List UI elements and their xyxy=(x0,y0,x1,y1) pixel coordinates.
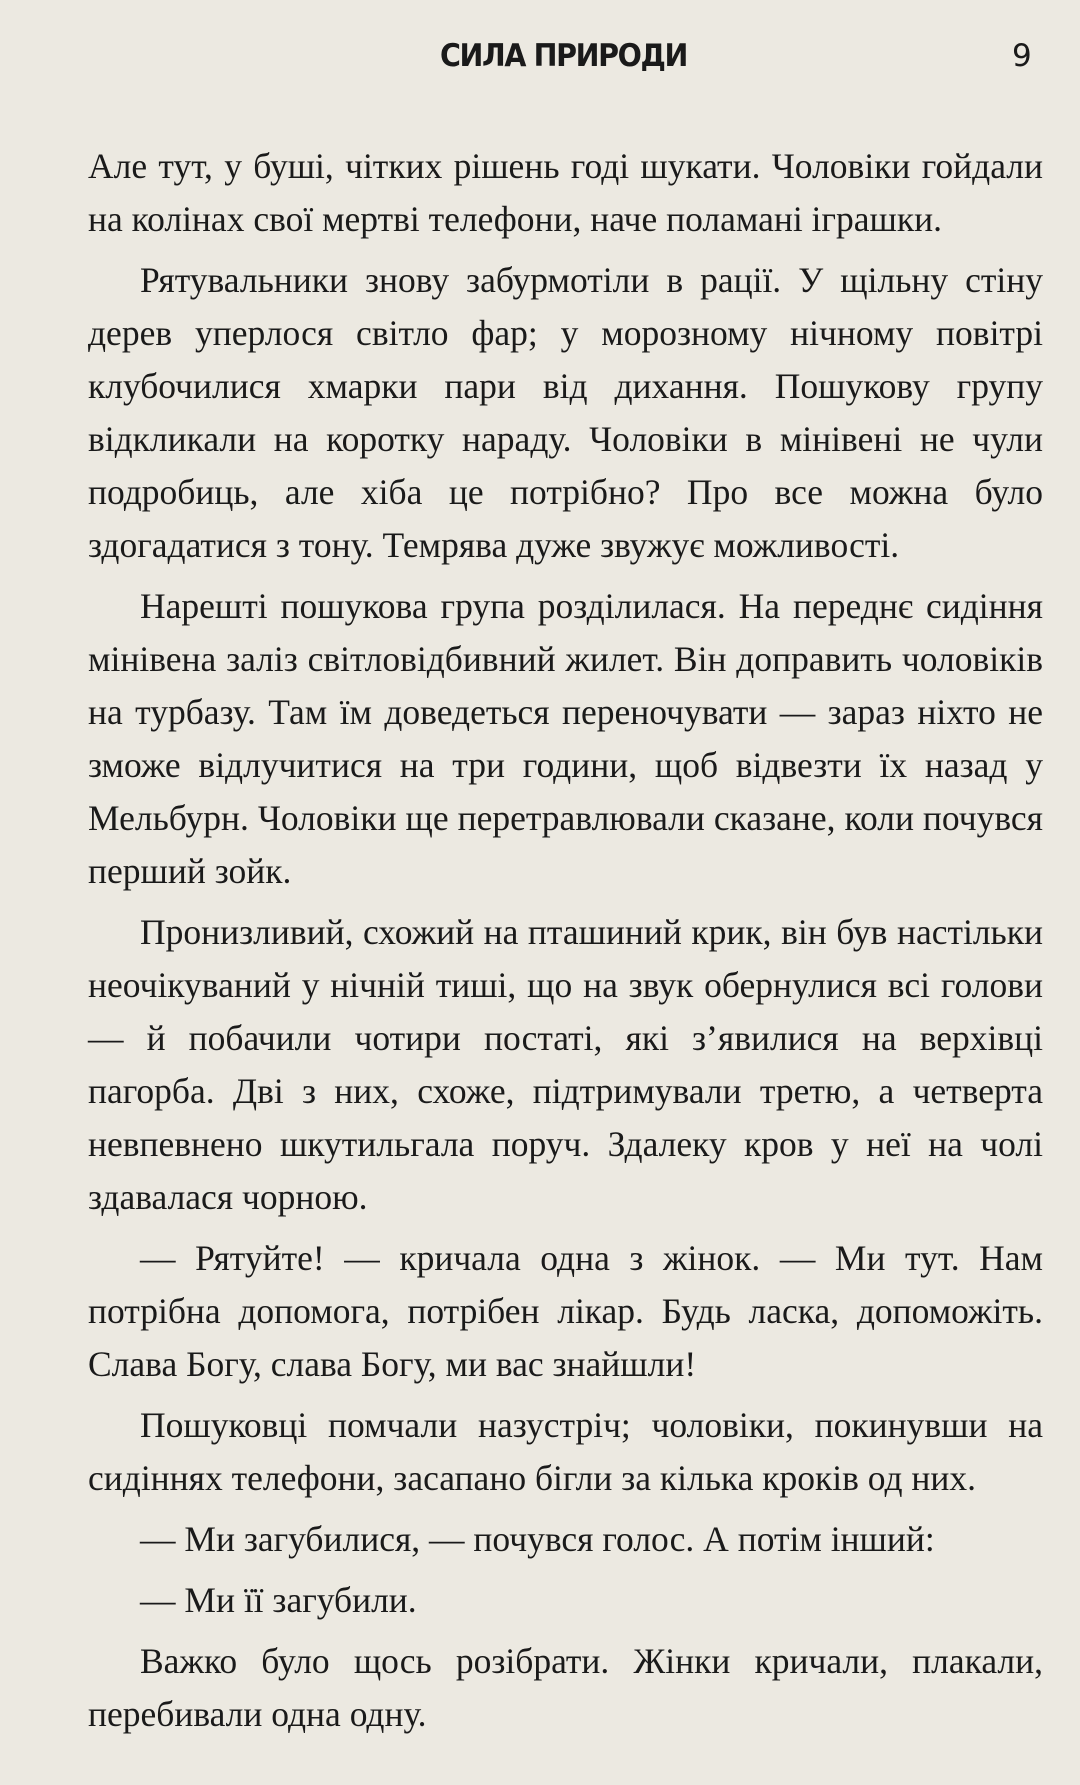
paragraph: — Рятуйте! — кричала одна з жінок. — Ми тут. Нам потрібна допомога, потрібен лікар. Будь ласка, допоможіть. Слава Богу, слава Богу, ми вас знайшли! xyxy=(88,1238,1043,1384)
paragraph: Важко було щось розібрати. Жінки кричали, плакали, перебивали одна одну. xyxy=(88,1641,1043,1734)
running-head xyxy=(0,38,1080,88)
body-text xyxy=(88,140,1043,1749)
paragraph: Але тут, у буші, чітких рішень годі шукати. Чоловіки гойдали на колінах свої мертві телефони, наче поламані іграшки. xyxy=(88,146,1043,239)
running-title: СИЛА ПРИРОДИ xyxy=(440,38,687,74)
paragraph: Рятувальники знову забурмотіли в рації. У щільну стіну дерев уперлося світло фар; у морозному нічному повітрі клубочилися хмарки пари від дихання. Пошукову групу відкликали на коротку нараду. Чоловіки в мінівені не чули подробиць, але хіба це потрібно? Про все можна було здогадатися з тону. Темрява дуже звужує можливості. xyxy=(88,260,1043,565)
paragraph: Нарешті пошукова група розділилася. На переднє сидіння мінівена заліз світловідбивний жилет. Він доправить чоловіків на турбазу. Там їм доведеться переночувати — зараз ніхто не зможе відлучитися на три години, щоб відвезти їх назад у Мельбурн. Чоловіки ще перетравлювали сказане, коли почувся перший зойк. xyxy=(88,586,1043,891)
paragraph: — Ми її загубили. xyxy=(140,1580,417,1620)
paragraph: Пошуковці помчали назустріч; чоловіки, покинувши на сидіннях телефони, засапано бігли за кілька кроків од них. xyxy=(88,1405,1043,1498)
paragraph: — Ми загубилися, — почувся голос. А потім інший: xyxy=(140,1519,935,1559)
page-number: 9 xyxy=(1012,38,1032,74)
paragraph: Пронизливий, схожий на пташиний крик, він був настільки неочікуваний у нічній тиші, що на звук обернулися всі голови — й побачили чотири постаті, які з’явилися на верхівці пагорба. Дві з них, схоже, підтримували третю, а четверта невпевнено шкутильгала поруч. Здалеку кров у неї на чолі здавалася чорною. xyxy=(88,912,1043,1217)
